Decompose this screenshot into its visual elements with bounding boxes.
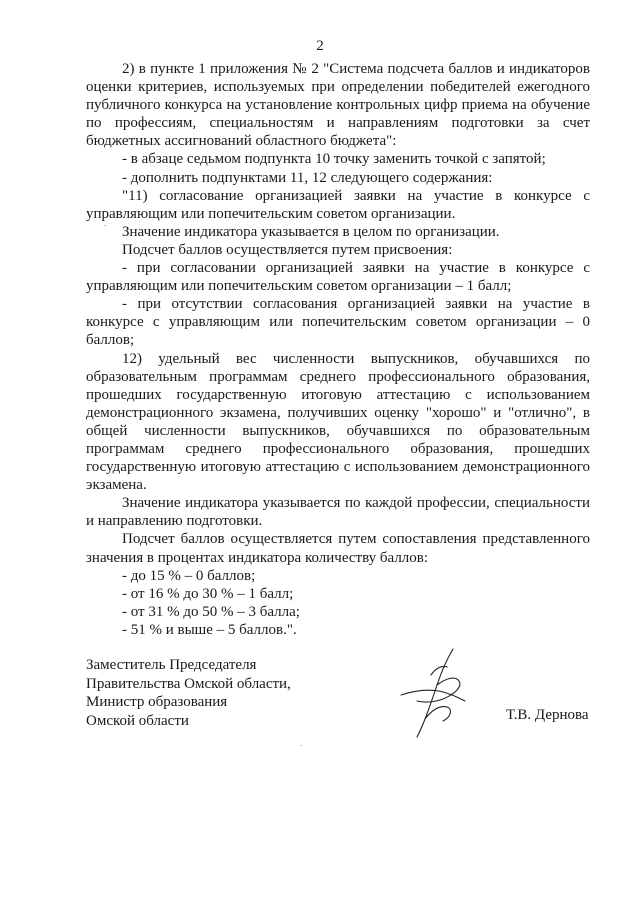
signatory-position xyxy=(86,656,291,730)
signatory-position-line: Заместитель Председателя xyxy=(86,657,257,673)
score-range-item: - 51 % и выше – 5 баллов.". xyxy=(122,621,297,638)
signatory-position-line: Омской области xyxy=(86,712,189,729)
signatory-position-line: Министр образования xyxy=(86,694,228,711)
document-body xyxy=(86,60,590,639)
scan-speck xyxy=(300,745,302,746)
paragraph-add-subitems: - дополнить подпунктами 11, 12 следующего содержания: xyxy=(122,169,493,186)
paragraph-indicator-value-11: Значение индикатора указывается в целом по организации. xyxy=(122,223,500,240)
paragraph-score-approved: - при согласовании организацией заявки на участие в конкурсе с управляющим или попечительским советом организации – 1 балл; xyxy=(86,260,590,295)
paragraph-subitem-11: "11) согласование организацией заявки на участие в конкурсе с управляющим или попечительским советом организации. xyxy=(86,187,590,222)
paragraph-subitem-12: 12) удельный вес численности выпускников, обучавшихся по образовательным программам среднего профессионального образования, прошедших государственную итоговую аттестацию с использованием демонстрационного экзамена, получивших оценку "хорошо" и "отлично", в общей численности выпускников, обучавшихся по образовательным программам среднего профессионального образования, прошедших государственную итоговую аттестацию с использованием демонстрационного экзамена. xyxy=(86,350,590,494)
handwritten-signature xyxy=(395,645,475,740)
paragraph-scoring-11: Подсчет баллов осуществляется путем присвоения: xyxy=(122,241,453,258)
paragraph-indicator-value-12: Значение индикатора указывается по каждой профессии, специальности и направлению подготовки. xyxy=(86,495,590,530)
signatory-name: Т.В. Дернова xyxy=(506,707,589,723)
paragraph-score-not-approved: - при отсутствии согласования организацией заявки на участие в конкурсе с управляющим или попечительским советом организации – 0 баллов; xyxy=(86,296,590,349)
paragraph-item-2: 2) в пункте 1 приложения № 2 "Система подсчета баллов и индикаторов оценки критериев, используемых при определении победителей ежегодного публичного конкурса на установление контрольных цифр приема на обучение по профессиям, специальностям и направлениям подготовки за счет бюджетных ассигнований областного бюджета": xyxy=(86,61,590,150)
page-number: 2 xyxy=(316,38,324,54)
paragraph-scoring-12: Подсчет баллов осуществляется путем сопоставления представленного значения в процентах индикатора количеству баллов: xyxy=(86,531,590,566)
signatory-position-line: Правительства Омской области, xyxy=(86,675,291,692)
score-range-item: - до 15 % – 0 баллов; xyxy=(122,567,256,584)
scan-speck xyxy=(104,225,106,226)
score-range-item: - от 16 % до 30 % – 1 балл; xyxy=(122,585,294,602)
paragraph-replace-point: - в абзаце седьмом подпункта 10 точку заменить точкой с запятой; xyxy=(122,151,546,168)
score-range-item: - от 31 % до 50 % – 3 балла; xyxy=(122,603,300,620)
